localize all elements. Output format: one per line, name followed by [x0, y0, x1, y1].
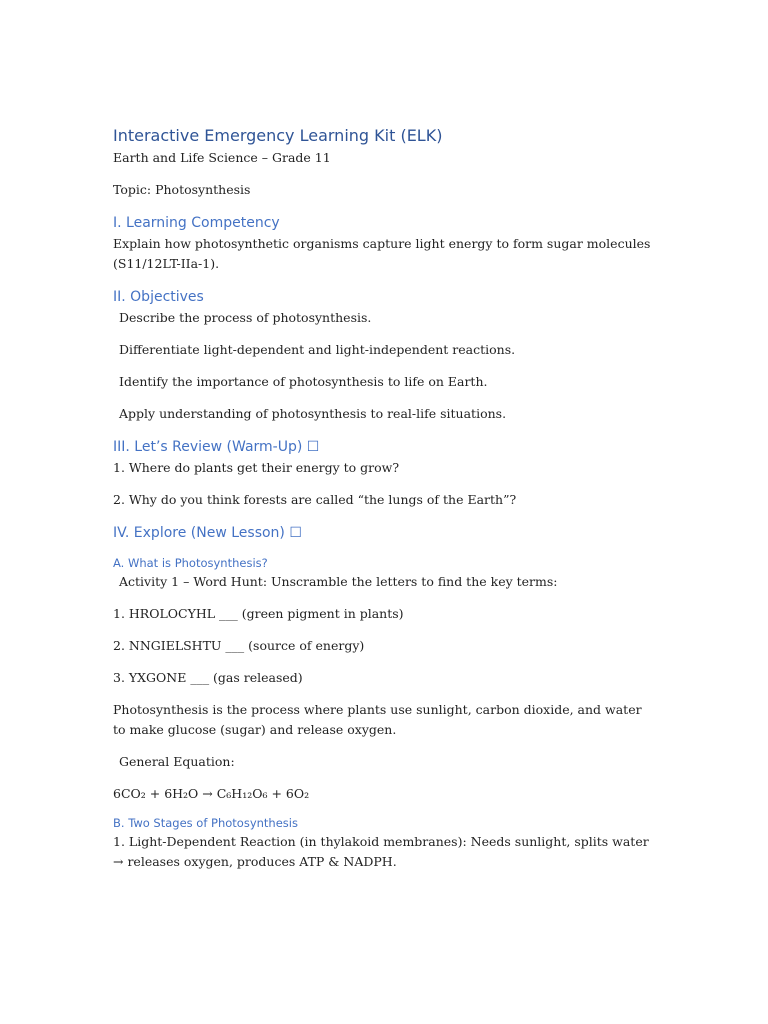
word-hunt-item: 1. HROLOCYHL ___ (green pigment in plants) [113, 606, 404, 621]
general-equation: 6CO₂ + 6H₂O → C₆H₁₂O₆ + 6O₂ [113, 786, 310, 801]
section-objectives-heading: II. Objectives [113, 289, 204, 305]
objective-item: Differentiate light-dependent and light-independent reactions. [119, 342, 516, 357]
review-question: 1. Where do plants get their energy to grow? [113, 460, 400, 475]
objective-item: Identify the importance of photosynthesis to life on Earth. [119, 374, 488, 389]
section-explore-heading: IV. Explore (New Lesson) ☐ [113, 525, 302, 541]
objective-item: Describe the process of photosynthesis. [119, 310, 372, 325]
document-page [113, 124, 658, 872]
objective-item: Apply understanding of photosynthesis to real-life situations. [119, 406, 507, 421]
section-learning-competency-heading: I. Learning Competency [113, 215, 280, 231]
light-dependent-reaction-text: 1. Light-Dependent Reaction (in thylakoid membranes): Needs sunlight, splits water → releases oxygen, produces ATP & NADPH. [113, 834, 649, 869]
topic-line: Topic: Photosynthesis [113, 182, 251, 197]
photosynthesis-definition: Photosynthesis is the process where plants use sunlight, carbon dioxide, and water to make glucose (sugar) and release oxygen. [113, 702, 642, 737]
review-question: 2. Why do you think forests are called “the lungs of the Earth”? [113, 492, 517, 507]
section-review-heading: III. Let’s Review (Warm-Up) ☐ [113, 439, 320, 455]
document-title: Interactive Emergency Learning Kit (ELK) [113, 126, 443, 145]
word-hunt-item: 2. NNGIELSHTU ___ (source of energy) [113, 638, 365, 653]
equation-label: General Equation: [119, 754, 235, 769]
word-hunt-item: 3. YXGONE ___ (gas released) [113, 670, 303, 685]
subject-line: Earth and Life Science – Grade 11 [113, 150, 331, 165]
activity-line: Activity 1 – Word Hunt: Unscramble the letters to find the key terms: [119, 574, 558, 589]
learning-competency-text: Explain how photosynthetic organisms capture light energy to form sugar molecules (S11/12LT-IIa-1). [113, 236, 651, 271]
subsection-two-stages-heading: B. Two Stages of Photosynthesis [113, 816, 298, 830]
subsection-what-is-photosynthesis-heading: A. What is Photosynthesis? [113, 556, 268, 570]
